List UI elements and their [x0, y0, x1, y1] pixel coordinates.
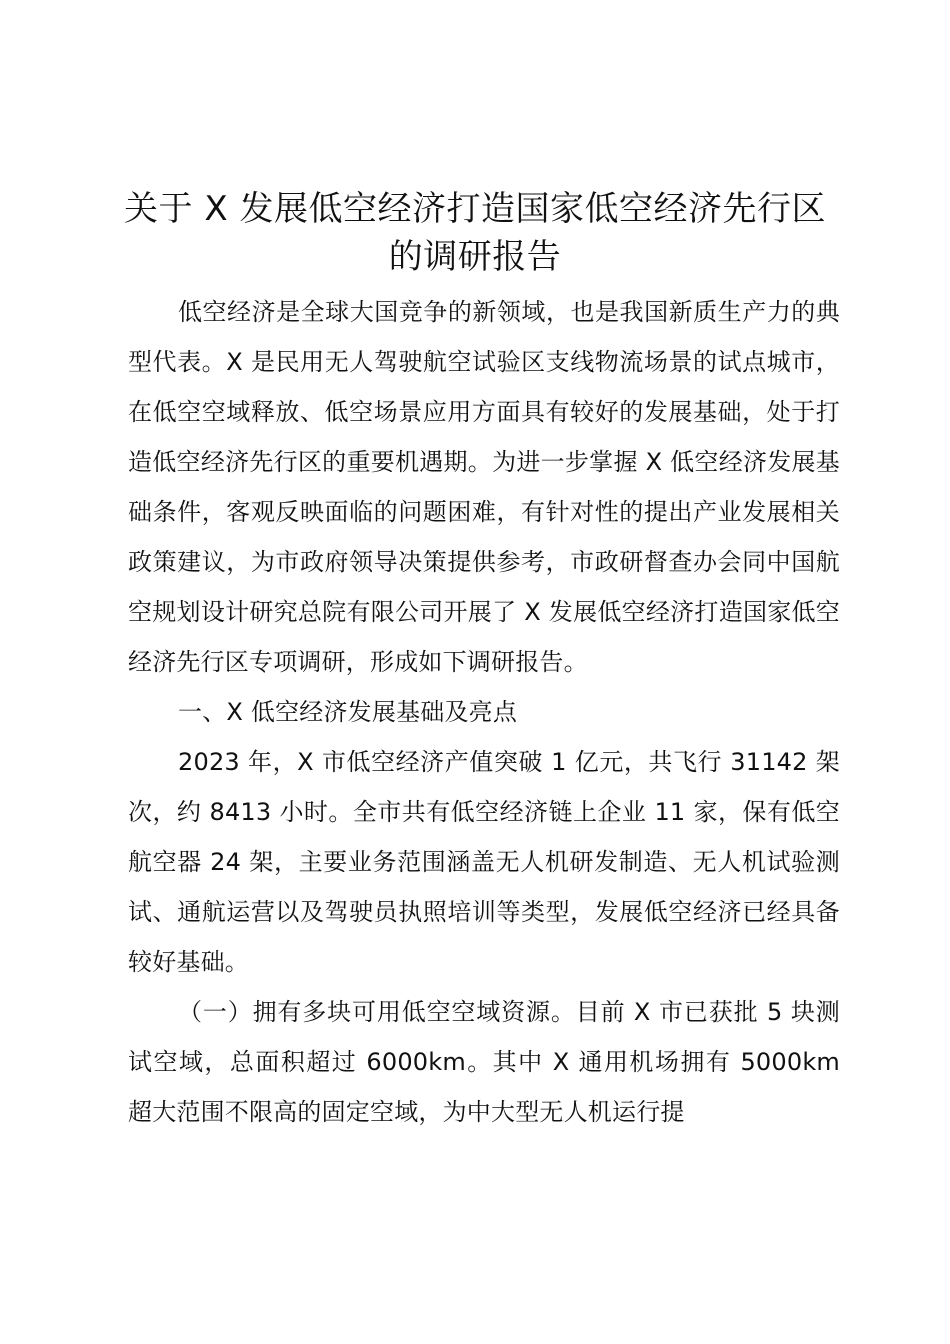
stats-paragraph: 2023 年，X 市低空经济产值突破 1 亿元，共飞行 31142 架次，约 8413 小时。全市共有低空经济链上企业 11 家，保有低空航空器 24 架，主要业务范围涵盖无人机研发制造、无人机试验测试、通航运营以及驾驶员执照培训等类型，发展低空经济已经具备较好基础。 — [128, 748, 840, 976]
document-body — [128, 287, 840, 1137]
document-title — [100, 185, 850, 281]
title-line-1: 关于 X 发展低空经济打造国家低空经济先行区 — [124, 189, 826, 229]
subsection-paragraph-1: （一）拥有多块可用低空空域资源。目前 X 市已获批 5 块测试空域，总面积超过 6000km。其中 X 通用机场拥有 5000km 超大范围不限高的固定空域，为中大型无人机运行提 — [128, 998, 840, 1126]
intro-paragraph: 低空经济是全球大国竞争的新领域，也是我国新质生产力的典型代表。X 是民用无人驾驶航空试验区支线物流场景的试点城市，在低空空域释放、低空场景应用方面具有较好的发展基础，处于打造低空经济先行区的重要机遇期。为进一步掌握 X 低空经济发展基础条件，客观反映面临的问题困难，有针对性的提出产业发展相关政策建议，为市政府领导决策提供参考，市政研督查办会同中国航空规划设计研究总院有限公司开展了 X 发展低空经济打造国家低空经济先行区专项调研，形成如下调研报告。 — [128, 298, 840, 676]
section-heading-1: 一、X 低空经济发展基础及亮点 — [178, 698, 518, 726]
title-line-2: 的调研报告 — [388, 237, 562, 277]
